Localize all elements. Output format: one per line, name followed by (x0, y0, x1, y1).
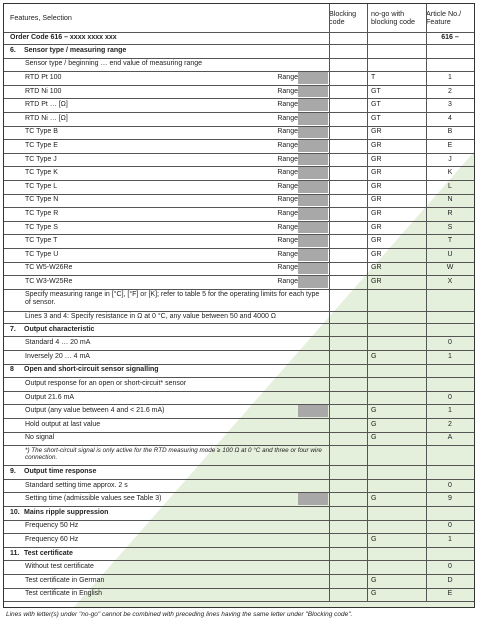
nogo-code: GR (371, 237, 382, 245)
order-code-row (4, 32, 474, 44)
nogo-code: G (371, 434, 377, 442)
article-code: E (447, 141, 453, 149)
option-row (4, 262, 474, 276)
option-row (4, 180, 474, 194)
row-text: Lines 3 and 4: Specify resistance in Ω at 0 °C, any value between 50 and 4000 Ω (25, 312, 277, 320)
option-row (4, 492, 474, 506)
column-divider (367, 4, 368, 601)
nogo-cell (367, 207, 426, 221)
nogo-cell (367, 85, 426, 99)
article-code: 0 (448, 563, 452, 571)
option-row (4, 248, 474, 262)
nogo-cell (367, 234, 426, 248)
nogo-cell (367, 588, 426, 602)
row-label (10, 32, 330, 44)
range-label: Range (277, 196, 298, 204)
row-label (10, 4, 330, 32)
nogo-cell (367, 574, 426, 588)
option-label: Test certificate in German (25, 576, 105, 584)
range-label: Range (277, 209, 298, 217)
section-sec6-subtitle (4, 58, 474, 72)
row-label (25, 336, 345, 350)
section-sec9-heading (4, 465, 474, 479)
article-code: J (448, 155, 452, 163)
nogo-cell (367, 71, 426, 85)
nogo-code: GT (371, 101, 381, 109)
section-title: Output characteristic (24, 325, 95, 333)
nogo-code: GT (371, 114, 381, 122)
article-code: 1 (448, 407, 452, 415)
range-label: Range (277, 169, 298, 177)
option-row (4, 350, 474, 364)
article-code: W (446, 264, 454, 272)
article-code: E (447, 590, 453, 598)
article-code: 4 (448, 114, 452, 122)
option-row (4, 418, 474, 432)
nogo-code: GR (371, 141, 382, 149)
nogo-code: G (371, 495, 377, 503)
nogo-code: GR (371, 209, 382, 217)
row-label (10, 44, 330, 58)
range-input-box (298, 249, 328, 261)
nogo-cell (367, 418, 426, 432)
row-label (25, 289, 325, 311)
article-code: N (447, 196, 453, 204)
column-divider (426, 4, 427, 601)
nogo-cell (367, 221, 426, 235)
option-label: TC Type B (25, 128, 58, 136)
range-label: Range (277, 141, 298, 149)
option-label: TC Type L (25, 182, 58, 190)
nogo-cell (367, 139, 426, 153)
nogo-code: G (371, 420, 377, 428)
row-label (25, 418, 345, 432)
option-row (4, 432, 474, 446)
option-label: Frequency 50 Hz (25, 522, 79, 530)
option-label: TC Type N (25, 196, 59, 204)
option-label: TC W3-W25Re (25, 277, 73, 285)
option-label: Setting time (admissible values see Table 3) (25, 495, 162, 503)
nogo-code: G (371, 407, 377, 415)
value-input-box (298, 493, 328, 505)
option-label: TC Type K (25, 169, 58, 177)
range-label: Range (277, 223, 298, 231)
range-input-box (298, 208, 328, 220)
nogo-cell (367, 248, 426, 262)
option-label: RTD Ni … [Ω] (25, 114, 68, 122)
range-input-box (298, 127, 328, 139)
option-row (4, 234, 474, 248)
range-label: Range (277, 73, 298, 81)
order-table (3, 3, 475, 608)
nogo-cell (367, 153, 426, 167)
option-label: Without test certificate (25, 563, 94, 571)
row-label (25, 377, 345, 391)
option-row (4, 560, 474, 574)
option-row (4, 221, 474, 235)
nogo-cell (367, 262, 426, 276)
option-label: TC Type S (25, 223, 58, 231)
article-code: 616 – (441, 34, 459, 41)
range-input-box (298, 113, 328, 125)
article-code: T (447, 237, 453, 245)
article-code: 0 (448, 339, 452, 347)
article-code: 1 (448, 352, 452, 360)
section-number: 6. (10, 46, 16, 54)
nogo-cell (367, 533, 426, 547)
nogo-code: GR (371, 250, 382, 258)
article-code: 0 (448, 393, 452, 401)
row-label (25, 445, 325, 465)
header-row (4, 4, 474, 32)
nogo-cell (367, 126, 426, 140)
option-row (4, 207, 474, 221)
article-code: L (448, 182, 452, 190)
option-label: TC Type E (25, 141, 58, 149)
section-number: 10. (10, 508, 20, 516)
nogo-cell (367, 350, 426, 364)
row-label (25, 350, 345, 364)
option-label: Output 21.6 mA (25, 393, 75, 401)
section-number: 11. (10, 549, 20, 557)
row-label (25, 588, 345, 602)
row-label (25, 533, 345, 547)
row-label (25, 479, 345, 493)
nogo-cell (367, 432, 426, 446)
option-label: TC Type T (25, 237, 58, 245)
option-row (4, 194, 474, 208)
section-title: Sensor type / measuring range (24, 46, 127, 54)
nogo-cell (367, 275, 426, 289)
row-divider (4, 601, 474, 602)
article-code: 9 (448, 495, 452, 503)
option-row (4, 404, 474, 418)
option-label: Hold output at last value (25, 420, 101, 428)
range-input-box (298, 276, 328, 288)
short-circuit-note (4, 445, 474, 465)
range-label: Range (277, 277, 298, 285)
range-label: Range (277, 87, 298, 95)
option-label: Inversely 20 … 4 mA (25, 352, 90, 360)
row-text: Sensor type / beginning … end value of measuring range (25, 60, 203, 68)
range-input-box (298, 167, 328, 179)
option-label: TC Type R (25, 209, 59, 217)
sensor-range-note (4, 289, 474, 311)
option-row (4, 153, 474, 167)
option-row (4, 71, 474, 85)
features-header: Features, Selection (10, 12, 72, 22)
range-input-box (298, 72, 328, 84)
row-label (25, 391, 345, 405)
option-label: TC W5-W26Re (25, 264, 73, 272)
nogo-code: GR (371, 277, 382, 285)
article-code: 0 (448, 481, 452, 489)
range-label: Range (277, 101, 298, 109)
blocking-code: Blocking code (329, 8, 357, 26)
range-label: Range (277, 114, 298, 122)
section-title: Open and short-circuit sensor signalling (24, 366, 159, 374)
article-code: X (447, 277, 453, 285)
range-label: Range (277, 155, 298, 163)
option-label: TC Type U (25, 250, 59, 258)
resistance-note (4, 311, 474, 323)
nogo-cell (367, 180, 426, 194)
row-label (10, 364, 330, 378)
row-label (25, 560, 345, 574)
range-input-box (298, 195, 328, 207)
nogo-code: GT (371, 87, 381, 95)
option-row (4, 139, 474, 153)
nogo-code: GR (371, 169, 382, 177)
option-label: Test certificate in English (25, 590, 103, 598)
section-title: Output time response (24, 467, 97, 475)
range-label: Range (277, 128, 298, 136)
option-label: Output (any value between 4 and < 21.6 mA) (25, 407, 165, 415)
range-input-box (298, 263, 328, 275)
nogo-cell (367, 112, 426, 126)
option-label: Frequency 60 Hz (25, 535, 79, 543)
nogo-code: GR (371, 223, 382, 231)
option-label: RTD Pt … [Ω] (25, 101, 68, 109)
article-code: U (447, 250, 453, 258)
article-code: Article No./ Feature (426, 8, 462, 26)
nogo-code: GR (371, 182, 382, 190)
option-label: RTD Pt 100 (25, 73, 62, 81)
range-input-box (298, 154, 328, 166)
nogo-code: GR (371, 264, 382, 272)
article-code: B (447, 128, 453, 136)
nogo-code: T (371, 73, 376, 81)
row-label (25, 58, 345, 72)
range-input-box (298, 140, 328, 152)
section-sec11-heading (4, 547, 474, 561)
row-label (10, 506, 330, 520)
range-label: Range (277, 237, 298, 245)
footer-note: Lines with letter(s) under "no-go" cannot be combined with preceding lines having the same letter under "Blocking code". (6, 611, 353, 618)
nogo-code: GR (371, 155, 382, 163)
option-row (4, 533, 474, 547)
row-label (25, 574, 345, 588)
option-label: Standard 4 … 20 mA (25, 339, 91, 347)
section-title: Mains ripple suppression (24, 508, 109, 516)
article-code: A (447, 434, 453, 442)
range-label: Range (277, 182, 298, 190)
option-row (4, 588, 474, 602)
section-sec8-subtitle (4, 377, 474, 391)
option-row (4, 336, 474, 350)
section-sec10-heading (4, 506, 474, 520)
article-code: 1 (448, 535, 452, 543)
value-input-box (298, 405, 328, 417)
option-row (4, 520, 474, 534)
range-input-box (298, 222, 328, 234)
nogo-cell (367, 404, 426, 418)
option-row (4, 112, 474, 126)
option-row (4, 574, 474, 588)
nogo-cell (367, 194, 426, 208)
nogo-cell (367, 492, 426, 506)
footnote: *) The short-circuit signal is only active for the RTD measuring mode ≥ 100 Ω at 0 °C and three or four wire connection. (25, 447, 322, 462)
section-title: Test certificate (24, 549, 73, 557)
section-sec7-heading (4, 323, 474, 337)
row-label (10, 465, 330, 479)
nogo-cell (367, 166, 426, 180)
option-row (4, 126, 474, 140)
section-sec6-heading (4, 44, 474, 58)
option-row (4, 166, 474, 180)
row-label (10, 547, 330, 561)
nogo-cell (367, 4, 426, 32)
article-code: 2 (448, 87, 452, 95)
section-number: 9. (10, 467, 16, 475)
option-row (4, 275, 474, 289)
section-sec8-heading (4, 364, 474, 378)
nogo-code: GR (371, 128, 382, 136)
option-label: RTD Ni 100 (25, 87, 62, 95)
option-label: No signal (25, 434, 55, 442)
option-label: TC Type J (25, 155, 57, 163)
range-label: Range (277, 250, 298, 258)
article-code: K (447, 169, 453, 177)
nogo-code: G (371, 352, 377, 360)
nogo-code: G (371, 590, 377, 598)
article-code: 3 (448, 101, 452, 109)
article-code: R (447, 209, 453, 217)
range-input-box (298, 99, 328, 111)
nogo-code: G (371, 535, 377, 543)
row-text: Output response for an open or short-circuit* sensor (25, 379, 187, 387)
section-number: 7. (10, 325, 16, 333)
range-label: Range (277, 264, 298, 272)
article-code: 0 (448, 522, 452, 530)
nogo-code: G (371, 576, 377, 584)
column-divider (329, 4, 330, 601)
nogo-cell (367, 98, 426, 112)
option-row (4, 479, 474, 493)
article-code: S (447, 223, 453, 231)
option-row (4, 85, 474, 99)
option-row (4, 391, 474, 405)
range-input-box (298, 235, 328, 247)
article-code: 2 (448, 420, 452, 428)
range-input-box (298, 86, 328, 98)
section-number: 8 (10, 366, 14, 374)
row-label (25, 311, 345, 323)
row-label (25, 432, 345, 446)
nogo-code: no-go with blocking code (371, 8, 415, 26)
row-text: Specify measuring range in [°C], [°F] or [K]; refer to table 5 for the operating limits for each type of sensor. (25, 290, 320, 306)
nogo-code: GR (371, 196, 382, 204)
range-input-box (298, 181, 328, 193)
row-label (25, 520, 345, 534)
option-row (4, 98, 474, 112)
option-label: Standard setting time approx. 2 s (25, 481, 128, 489)
row-label (10, 323, 330, 337)
article-code: 1 (448, 73, 452, 81)
order-code: Order Code 616 – xxxx xxxx xxx (10, 34, 117, 41)
article-code: D (447, 576, 453, 584)
